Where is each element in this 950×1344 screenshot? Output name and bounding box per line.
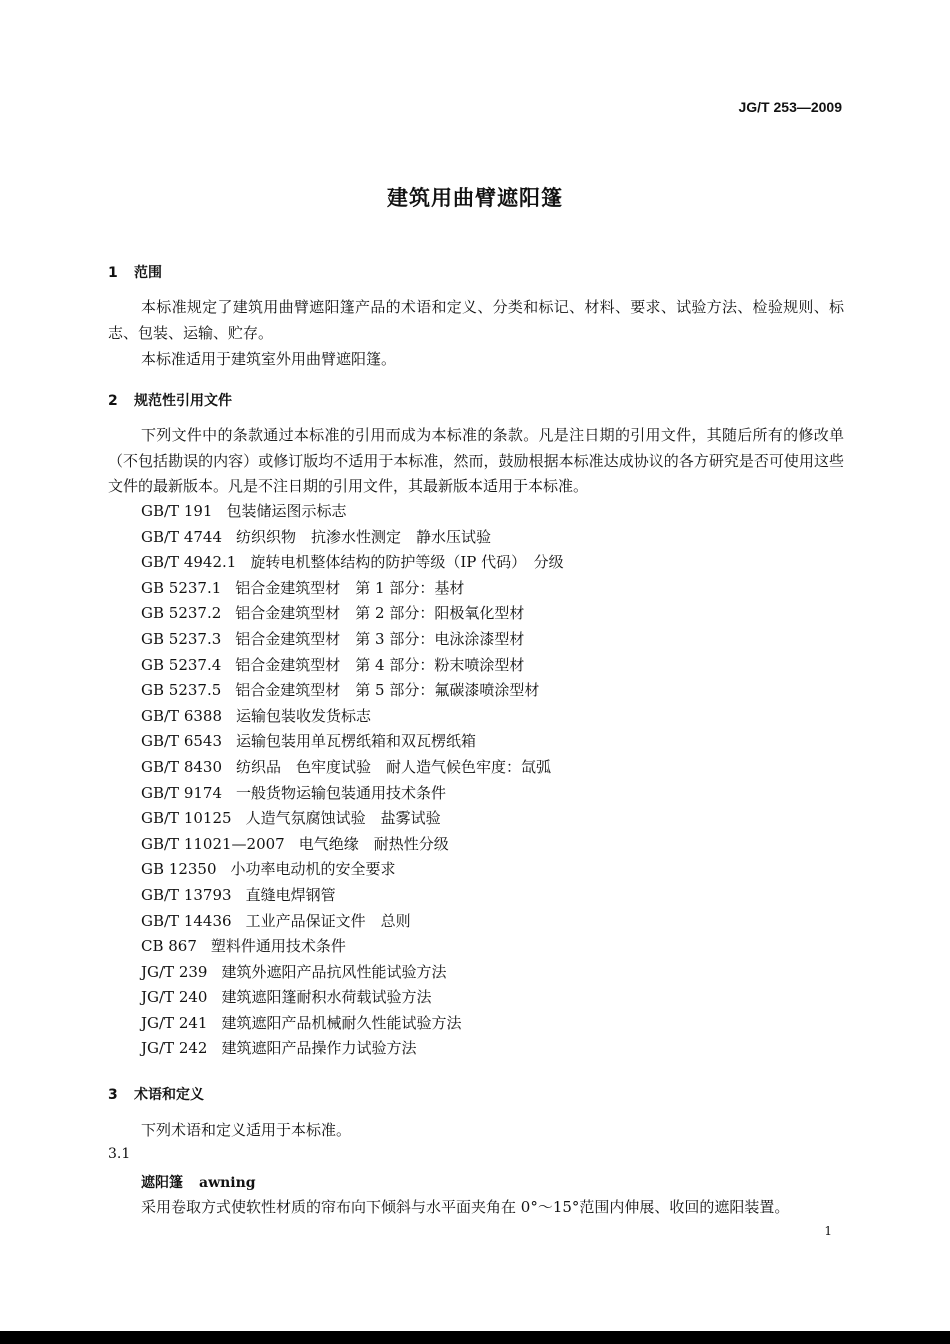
standard-code: JG/T 253—2009 [738, 99, 842, 115]
section-number: 1 [108, 265, 118, 281]
reference-title: 铝合金建筑型材 第 2 部分：阳极氧化型材 [235, 604, 525, 623]
term-definition: 采用卷取方式使软性材质的帘布向下倾斜与水平面夹角在 0°～15°范围内伸展、收回的遮阳装置。 [141, 1198, 790, 1216]
reference-item [141, 551, 564, 577]
reference-item [141, 935, 564, 961]
reference-code: GB/T 13793 [141, 885, 232, 904]
page-number: 1 [824, 1224, 832, 1238]
section-title: 术语和定义 [134, 1087, 204, 1103]
section-3-intro: 下列术语和定义适用于本标准。 [141, 1121, 352, 1139]
section-1-paragraph: 本标准规定了建筑用曲臂遮阳篷产品的术语和定义、分类和标记、材料、要求、试验方法、检验规则、标志、包装、运输、贮存。 [108, 298, 844, 342]
reference-code: GB 5237.3 [141, 629, 222, 648]
reference-title: 运输包装收发货标志 [236, 706, 372, 725]
reference-item [141, 782, 564, 808]
section-3-heading [108, 1084, 204, 1104]
section-title: 范围 [134, 265, 162, 281]
reference-title: 电气绝缘 耐热性分级 [298, 834, 449, 853]
reference-item [141, 756, 564, 782]
reference-item [141, 910, 564, 936]
reference-title: 建筑遮阳篷耐积水荷载试验方法 [221, 988, 432, 1007]
reference-item [141, 602, 564, 628]
reference-item [141, 730, 564, 756]
term-number: 3.1 [108, 1146, 131, 1162]
reference-title: 铝合金建筑型材 第 4 部分：粉末喷涂型材 [235, 655, 525, 674]
reference-item [141, 526, 564, 552]
section-2-intro: 下列文件中的条款通过本标准的引用而成为本标准的条款。凡是注日期的引用文件，其随后所有的修改单（不包括勘误的内容）或修订版均不适用于本标准，然而，鼓励根据本标准达成协议的各方研究是否可使用这些文件的最新版本。凡是不注日期的引用文件，其最新版本适用于本标准。 [108, 426, 844, 495]
reference-item [141, 986, 564, 1012]
reference-code: GB 5237.1 [141, 578, 222, 597]
reference-code: GB/T 4744 [141, 527, 223, 546]
reference-title: 建筑遮阳产品操作力试验方法 [221, 1039, 417, 1058]
reference-code: GB/T 4942.1 [141, 553, 237, 572]
reference-item [141, 628, 564, 654]
reference-item [141, 500, 564, 526]
reference-code: GB 12350 [141, 860, 217, 879]
section-number: 2 [108, 393, 118, 409]
section-title: 规范性引用文件 [134, 393, 232, 409]
reference-item [141, 884, 564, 910]
bottom-border [0, 1331, 950, 1344]
reference-title: 小功率电动机的安全要求 [230, 860, 396, 879]
reference-item [141, 1037, 564, 1063]
reference-title: 直缝电焊钢管 [245, 885, 336, 904]
reference-item [141, 961, 564, 987]
reference-title: 包装储运图示标志 [226, 502, 347, 520]
document-title: 建筑用曲臂遮阳篷 [387, 186, 563, 210]
section-2-heading [108, 390, 232, 410]
reference-code: GB/T 6388 [141, 706, 223, 725]
reference-code: JG/T 240 [141, 988, 208, 1007]
reference-code: JG/T 239 [141, 962, 208, 981]
term-name-zh: 遮阳篷 [141, 1175, 183, 1191]
reference-title: 铝合金建筑型材 第 3 部分：电泳涂漆型材 [235, 629, 525, 648]
reference-item [141, 807, 564, 833]
reference-title: 纺织织物 抗渗水性测定 静水压试验 [236, 527, 492, 546]
reference-code: GB 5237.5 [141, 681, 222, 700]
reference-code: GB/T 8430 [141, 757, 223, 776]
reference-title: 建筑外遮阳产品抗风性能试验方法 [221, 962, 447, 981]
reference-title: 人造气氛腐蚀试验 盐雾试验 [245, 809, 441, 828]
reference-code: GB 5237.2 [141, 604, 222, 623]
term-entry [141, 1172, 256, 1192]
reference-code: CB 867 [141, 937, 197, 956]
reference-item [141, 833, 564, 859]
section-1-paragraph: 本标准适用于建筑室外用曲臂遮阳篷。 [141, 350, 397, 368]
reference-title: 一般货物运输包装通用技术条件 [236, 783, 447, 802]
reference-title: 运输包装用单瓦楞纸箱和双瓦楞纸箱 [236, 732, 477, 751]
reference-code: GB/T 191 [141, 502, 213, 520]
reference-item [141, 679, 564, 705]
reference-item [141, 654, 564, 680]
reference-title: 建筑遮阳产品机械耐久性能试验方法 [221, 1013, 462, 1032]
reference-title: 塑料件通用技术条件 [210, 937, 346, 956]
reference-item [141, 577, 564, 603]
reference-code: GB/T 6543 [141, 732, 223, 751]
reference-item [141, 705, 564, 731]
normative-references-list [141, 500, 564, 1063]
term-name-en: awning [199, 1175, 256, 1191]
reference-title: 纺织品 色牢度试验 耐人造气候色牢度：氙弧 [236, 757, 552, 776]
reference-title: 铝合金建筑型材 第 5 部分：氟碳漆喷涂型材 [235, 681, 540, 700]
reference-code: GB/T 11021—2007 [141, 834, 285, 853]
reference-item [141, 858, 564, 884]
reference-item [141, 1012, 564, 1038]
reference-code: GB 5237.4 [141, 655, 222, 674]
reference-title: 旋转电机整体结构的防护等级（IP 代码） 分级 [250, 553, 564, 572]
reference-code: GB/T 14436 [141, 911, 232, 930]
section-number: 3 [108, 1087, 118, 1103]
reference-title: 铝合金建筑型材 第 1 部分：基材 [235, 578, 465, 597]
section-1-heading [108, 262, 162, 282]
reference-code: GB/T 10125 [141, 809, 232, 828]
reference-code: JG/T 241 [141, 1013, 208, 1032]
reference-code: JG/T 242 [141, 1039, 208, 1058]
reference-title: 工业产品保证文件 总则 [245, 911, 411, 930]
reference-code: GB/T 9174 [141, 783, 223, 802]
